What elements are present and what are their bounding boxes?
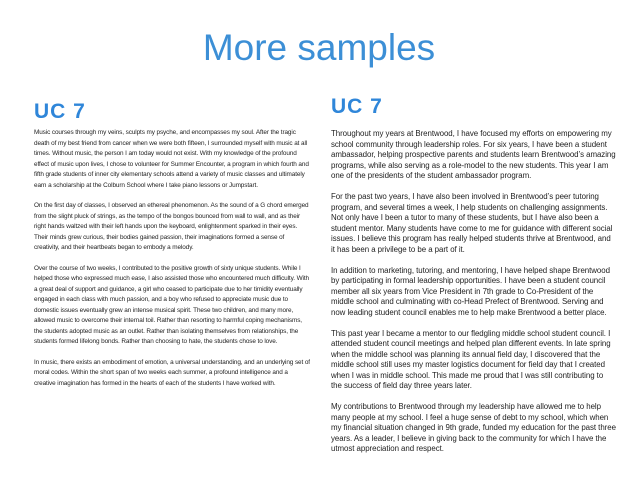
right-essay-paragraph: This past year I became a mentor to our fledgling middle school student council. I attended student council meetings and helped plan different events. In late spring when the middle school was planning its annual field day, I discovered that the middle school still uses my master logistics document for field day that I created when I was in middle school. This made me proud that I was still contributing to the success of field day three years later. <box>331 328 611 391</box>
right-essay-column <box>331 129 616 479</box>
slide-title: More samples <box>202 27 436 68</box>
right-essay-paragraph: In addition to marketing, tutoring, and mentoring, I have helped shape Brentwood by participating in formal leadership opportunities. I have been a student council member all six years from Vice President in 7th grade to Co-President of the middle school and culminating with co-Head Prefect of Brentwood. Serving and now leading student council enables me to help make Brentwood a better place. <box>331 265 610 317</box>
left-essay-paragraph: On the first day of classes, I observed an ethereal phenomenon. As the sound of a G chord emerged from the slight pluck of strings, as the tempo of the bongos bounced from wall to wall, and as their right hands waltzed with their left hands upon the keyboard, enlightenment sparked in their eyes. Their minds grew curious, their bodies gained passion, their imaginations formed a sense of creativity, and their heartbeats began to embody a melody. <box>34 202 309 251</box>
left-essay-column <box>34 128 310 479</box>
right-essay-paragraph: Throughout my years at Brentwood, I have focused my efforts on empowering my school community through leadership roles. For six years, I have been a student ambassador, helping prospective parents and students learn Brentwood’s amazing programs, while also serving as a role-model to the new students. This year I am one of the presidents of the student ambassador program. <box>331 129 616 181</box>
left-essay-paragraph: Over the course of two weeks, I contributed to the positive growth of sixty unique students. While I helped those who expressed much ease, I also assisted those who encountered much difficulty. With a great deal of support and guidance, a girl who ceased to participate due to her timidity eventually engaged in each class with much passion, and a boy who refused to appreciate music due to domestic issues eventually grew an intense musical spirit. These two children, and many more, allowed music to overcome their internal toil. Rather than resorting to harmful coping mechanisms, the students adopted music as an outlet. Rather than isolating themselves from relationships, the students formed lifelong bonds. Rather than choosing to hate, the students chose to love. <box>34 264 309 345</box>
right-essay-paragraph: My contributions to Brentwood through my leadership have allowed me to help many people at my school. I feel a huge sense of debt to my school, which when my financial situation changed in 9th grade, funded my education for the past three years. As a leader, I believe in giving back to the community for which I have the utmost appreciation and respect. <box>331 402 616 454</box>
right-column-heading: UC 7 <box>331 95 383 118</box>
left-essay-paragraph: Music courses through my veins, sculpts my psyche, and encompasses my soul. After the tragic death of my best friend from cancer when we were both fifteen, I surrounded myself with music at all times. Without music, the person I am today would not exist. With my knowledge of the profound effect of music upon lives, I chose to volunteer for Summer Encounter, a program in which fourth and fifth grade students of inner city elementary schools attend a variety of music classes and ultimately earn a scholarship at the Colburn School where I take piano lessons or Jumpstart. <box>34 129 309 189</box>
left-column-heading: UC 7 <box>34 100 86 123</box>
left-essay-paragraph: In music, there exists an embodiment of emotion, a universal understanding, and an underlying set of moral codes. Within the short span of two weeks each summer, a profound intelligence and a creative imagination has formed in the hearts of each of the students I have worked with. <box>34 358 310 387</box>
right-essay-paragraph: For the past two years, I have also been involved in Brentwood’s peer tutoring program, and several times a week, I help students on challenging assignments. Not only have I been a tutor to many of these students, but I have also been a student mentor. Many students have come to me for guidance with different social issues. I believe this program has really helped students thrive at Brentwood, and it has been a privilege to be a part of it. <box>331 191 613 254</box>
